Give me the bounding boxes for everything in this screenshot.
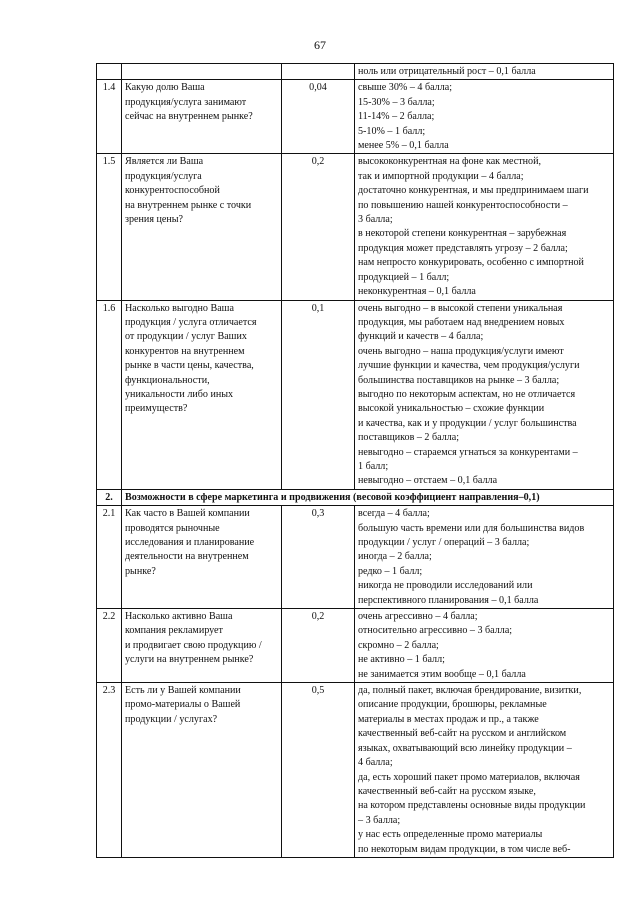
scoring-line: у нас есть определенные промо материалы (358, 829, 543, 841)
scoring-line: иногда – 2 балла; (358, 551, 432, 563)
weight-coefficient: 0,2 (282, 609, 355, 683)
question-line: сейчас на внутреннем рынке? (125, 111, 253, 123)
scoring-line: поставщиков – 2 балла; (358, 432, 460, 444)
scoring-line: да, полный пакет, включая брендирование, визитки, (358, 685, 582, 697)
scoring-line: 15-30% – 3 балла; (358, 96, 435, 108)
question-line: продукция / услуга отличается (125, 316, 257, 328)
question-cell (122, 683, 282, 858)
question-cell (122, 506, 282, 609)
scoring-cell (355, 64, 614, 80)
scoring-line: продукция, мы работаем над внедрением новых (358, 316, 565, 328)
question-line: продукция/услуга (125, 170, 202, 182)
question-line: исследования и планирование (125, 537, 255, 548)
question-line: зрения цены? (125, 214, 184, 226)
item-number: 1.5 (97, 154, 122, 300)
scoring-cell (355, 506, 614, 609)
scoring-line: перспективного планирования – 0,1 балла (358, 594, 539, 606)
item-number-cell (97, 64, 122, 80)
scoring-cell (355, 154, 614, 300)
scoring-line: – 3 балла; (358, 814, 401, 826)
scoring-line: 3 балла; (358, 214, 393, 226)
weight-coefficient: 0,04 (282, 80, 355, 154)
question-cell (122, 300, 282, 489)
scoring-line: очень выгодно – в высокой степени уникальная (358, 302, 563, 314)
table-row (97, 506, 614, 609)
item-number: 2.3 (97, 683, 122, 858)
scoring-line: очень выгодно – наша продукция/услуги имеют (358, 345, 564, 357)
scoring-line: ноль или отрицательный рост – 0,1 балла (358, 66, 536, 77)
question-line: преимуществ? (125, 403, 188, 415)
table-row (97, 683, 614, 858)
question-line: рынке? (125, 565, 156, 577)
question-cell (122, 154, 282, 300)
question-line: деятельности на внутреннем (125, 551, 249, 563)
question-cell (122, 609, 282, 683)
scoring-line: большинства поставщиков на рынке – 3 балла; (358, 374, 560, 386)
question-line: продукции / услугах? (125, 713, 218, 725)
question-line: функциональности, (125, 374, 210, 386)
scoring-cell (355, 609, 614, 683)
page-number: 67 (314, 38, 326, 52)
question-line: услуги на внутреннем рынке? (125, 654, 254, 666)
question-line: компания рекламирует (125, 625, 223, 637)
scoring-line: качественный веб-сайт на русском языке, (358, 785, 536, 797)
item-number: 2.2 (97, 609, 122, 683)
table-row (97, 80, 614, 154)
scoring-line: 11-14% – 2 балла; (358, 111, 435, 123)
question-line: Является ли Ваша (125, 156, 204, 168)
scoring-line: невыгодно – отстаем – 0,1 балла (358, 475, 498, 487)
scoring-line: свыше 30% – 4 балла; (358, 82, 453, 94)
question-line: Какую долю Ваша (125, 82, 205, 94)
weight-coefficient: 0,3 (282, 506, 355, 609)
scoring-line: большую часть времени или для большинства видов (358, 522, 585, 534)
question-line: рынке в части цены, качества, (125, 360, 254, 372)
scoring-line: достаточно конкурентная, и мы предпринимаем шаги (358, 185, 589, 197)
scoring-line: 5-10% – 1 балл; (358, 125, 426, 137)
criteria-table (96, 63, 614, 858)
scoring-line: 1 балл; (358, 460, 389, 472)
scoring-line: выгодно по некоторым аспектам, но не отличается (358, 388, 576, 400)
question-line: от продукции / услуг Ваших (125, 331, 247, 343)
question-cell (122, 80, 282, 154)
section-row (97, 489, 614, 505)
table-row (97, 300, 614, 489)
scoring-line: невыгодно – стараемся угнаться за конкурентами – (358, 446, 578, 458)
section-title: Возможности в сфере маркетинга и продвижения (весовой коэффициент направления–0,1) (122, 489, 614, 505)
question-line: промо-материалы о Вашей (125, 699, 241, 711)
scoring-line: не занимается этим вообще – 0,1 балла (358, 668, 526, 680)
scoring-line: по некоторым видам продукции, в том числе веб- (358, 843, 571, 855)
question-line: конкурентов на внутреннем (125, 345, 245, 357)
scoring-line: редко – 1 балл; (358, 565, 423, 577)
question-line: Насколько выгодно Ваша (125, 302, 234, 314)
scoring-line: скромно – 2 балла; (358, 639, 439, 651)
question-line: Есть ли у Вашей компании (125, 685, 241, 697)
question-line: уникальности либо иных (125, 388, 234, 400)
scoring-cell (355, 300, 614, 489)
scoring-line: неконкурентная – 0,1 балла (358, 286, 476, 298)
scoring-line: качественный веб-сайт на русском и английском (358, 728, 567, 740)
scoring-line: функций и качеств – 4 балла; (358, 331, 484, 343)
scoring-line: да, есть хороший пакет промо материалов, включая (358, 771, 580, 783)
scoring-line: продукцией – 1 балл; (358, 271, 450, 283)
scoring-line: в некоторой степени конкурентная – зарубежная (358, 228, 567, 240)
scoring-line: языках, охватывающий всю линейку продукции – (358, 742, 572, 754)
scoring-line: всегда – 4 балла; (358, 508, 430, 520)
scoring-line: и качества, как и у продукции / услуг большинства (358, 417, 577, 429)
scoring-cell (355, 683, 614, 858)
scoring-line: высококонкурентная на фоне как местной, (358, 156, 541, 168)
question-cell (122, 64, 282, 80)
question-line: Насколько активно Ваша (125, 611, 233, 623)
scoring-line: так и импортной продукции – 4 балла; (358, 170, 524, 182)
table-row (97, 154, 614, 300)
scoring-line: описание продукции, брошюры, рекламные (358, 699, 547, 711)
question-line: конкурентоспособной (125, 185, 220, 197)
weight-coefficient: 0,5 (282, 683, 355, 858)
scoring-line: очень агрессивно – 4 балла; (358, 611, 478, 623)
scoring-line: по повышению нашей конкурентоспособности – (358, 199, 568, 211)
scoring-line: продукции / услуг / операций – 3 балла; (358, 537, 530, 548)
section-number: 2. (97, 489, 122, 505)
scoring-line: менее 5% – 0,1 балла (358, 140, 449, 152)
weight-coefficient: 0,1 (282, 300, 355, 489)
scoring-line: не активно – 1 балл; (358, 654, 445, 666)
table-row (97, 64, 614, 80)
question-line: продукция/услуга занимают (125, 96, 247, 108)
scoring-line: нам непросто конкурировать, особенно с импортной (358, 257, 584, 269)
scoring-line: материалы в местах продаж и пр., а также (358, 713, 539, 725)
weight-coefficient: 0,2 (282, 154, 355, 300)
scoring-line: никогда не проводили исследований или (358, 580, 533, 592)
scoring-line: 4 балла; (358, 757, 393, 769)
scoring-line: продукция может представлять угрозу – 2 балла; (358, 242, 568, 254)
weight-cell (282, 64, 355, 80)
question-line: на внутреннем рынке с точки (125, 199, 252, 211)
scoring-line: лучшие функции и качества, чем продукция/услуги (358, 360, 580, 372)
item-number: 1.6 (97, 300, 122, 489)
scoring-line: относительно агрессивно – 3 балла; (358, 625, 513, 637)
question-line: Как часто в Вашей компании (125, 508, 250, 520)
item-number: 2.1 (97, 506, 122, 609)
scoring-line: на котором представлены основные виды продукции (358, 800, 586, 812)
question-line: проводятся рыночные (125, 522, 220, 534)
question-line: и продвигает свою продукцию / (125, 639, 262, 651)
table-row (97, 609, 614, 683)
item-number: 1.4 (97, 80, 122, 154)
scoring-cell (355, 80, 614, 154)
scoring-line: высокой уникальностью – схожие функции (358, 403, 545, 415)
